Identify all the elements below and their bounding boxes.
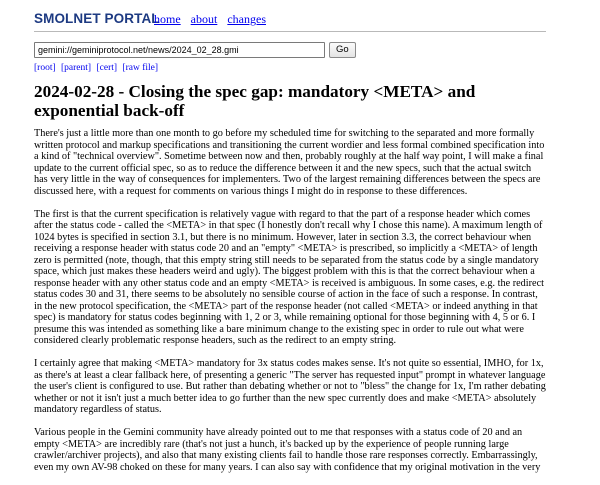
article-body <box>34 128 546 485</box>
cert-link[interactable]: [cert] <box>96 63 118 73</box>
nav-link-about[interactable]: about <box>190 12 218 26</box>
site-header <box>34 0 546 32</box>
article-title: 2024-02-28 - Closing the spec gap: mandatory <META> and exponential back-off <box>34 82 476 120</box>
raw-file-link[interactable]: [raw file] <box>122 63 159 73</box>
site-brand: SMOLNET PORTAL <box>34 11 160 26</box>
go-button[interactable]: Go <box>329 42 356 58</box>
parent-link[interactable]: [parent] <box>61 63 92 73</box>
url-bar <box>34 42 356 58</box>
page <box>34 0 546 473</box>
site-nav <box>154 12 273 27</box>
article-paragraph: There's just a little more than one month to go before my scheduled time for switching to the separated and more formally written protocol and markup specifications and transitioning the current wordier and less formal combined specification into a kind of "technical overview". Sometime between now and then, probably roughly at the half way point, I will make a final update to the current official spec, so as to reduce the difference between it and the new specs, such that the actual switch has very little in the way of consequences for implementers. Two of the largest remaining differences between the specs are discussed here, with a request for comments on various things I might do in response to these differences. <box>34 128 545 197</box>
article-paragraph: The first is that the current specification is relatively vague with regard to that the part of a response header which comes after the status code - called the <META> in that spec (I honestly don't recall why I chose this name). A maximum length of 1024 bytes is specified in section 3.1, but there is no minimum. However, later in section 3.3, the correct behaviour when receiving a response header with status code 20 and an "empty" <META> is prescribed, so implicitly a <META> of length zero is permitted (note, though, that this empty string still needs to be separated from the status code by a single mandatory space, which just makes these headers weird and ugly). The biggest problem with this is that the correct behaviour when a response header with any other status code and an empty <META> is received is ambiguous. In some cases, e.g. the redirect status codes 30 and 31, there seems to be absolutely no sensible course of action in the face of such a response. In contrast, in the new protocol specification, the <META> part of the response header (not called <META> or indeed anything in that spec) is mandatory for status codes beginning with 1, 2 or 3, while remaining optional for those beginning with 4, 5 or 6. I presume this was intended as something like a bare minimum change to the existing spec in order to rule out what were considered clearly problematic response headers, such as the redirect to an empty string. <box>34 208 544 346</box>
nav-link-home[interactable]: home <box>154 12 181 26</box>
url-input[interactable] <box>34 42 325 58</box>
nav-link-changes[interactable]: changes <box>227 12 266 26</box>
resource-links <box>34 63 161 73</box>
root-link[interactable]: [root] <box>34 63 56 73</box>
article-paragraph: I certainly agree that making <META> mandatory for 3x status codes makes sense. It's not quite so essential, IMHO, for 1x, as there's at least a clear fallback here, of presenting a generic "The server has requested input" prompt in whatever language the user's client is configured to use. But rather than debating whether or not to "bless" the change for 1x, I'm rather debating whether or not it isn't just a much better idea to go further than the new spec currently does and make <META> absolutely mandatory regardless of status. <box>34 358 546 415</box>
article-paragraph: Various people in the Gemini community have already pointed out to me that responses with a status code of 20 and an empty <META> are incredibly rare (that's not just a hunch, it's backed up by the experience of people running large crawler/archiver projects), and also that many existing clients fail to handle those rare responses correctly. Embarrassingly, even my own AV-98 choked on these for many years. I can also say with confidence that my original motivation in the very <box>34 427 541 473</box>
